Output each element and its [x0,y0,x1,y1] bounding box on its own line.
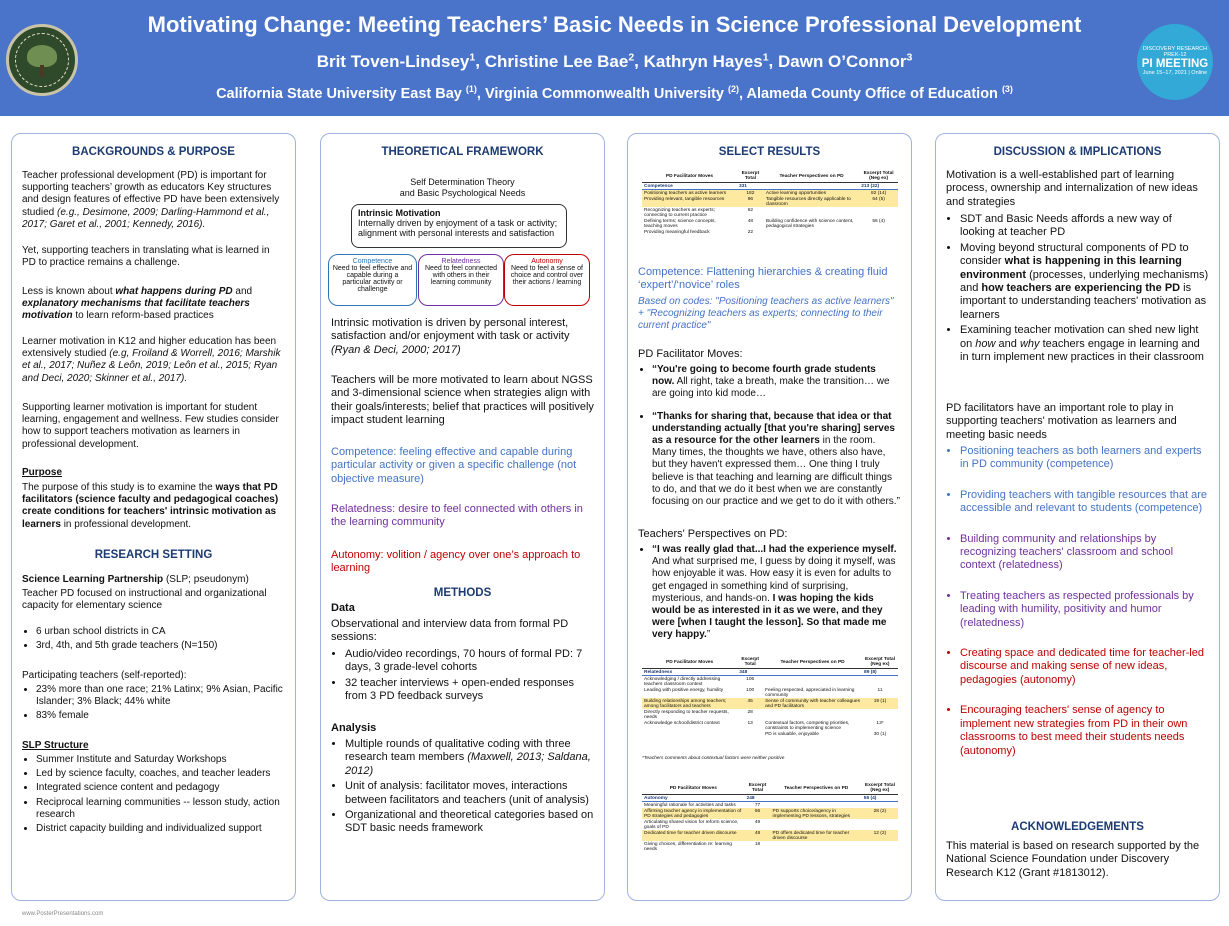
table-footnote: *Teachers comments about contextual factors were neither positive [642,756,785,761]
table-cell: Recognizing teachers as experts; connecting to current practice [644,207,715,218]
table-row [642,687,898,698]
list-item: • 3rd, 4th, and 5th grade teachers (N=150) [36,640,285,652]
affiliation-list: California State University East Bay $^{(1)}$, Virginia Commonwealth University $^{(2)}$, Alameda County Office of Education $^{(3)}$ [216,84,1013,102]
section-heading-acknowledgements: ACKNOWLEDGEMENTS [1011,821,1144,833]
facilitator-role-paragraph: PD facilitators have an important role to play in supporting teachers' motivation as learners and meeting basic needs [946,402,1177,441]
table-row [642,819,898,830]
list-item: • Summer Institute and Saturday Workshops [36,754,285,766]
acknowledgement-text: This material is based on research supported by the National Science Foundation under Discovery Research K12 (Grant #1813012). [946,840,1200,879]
need-box-relatedness: Relatedness Need to feel connected with others in their learning community [418,254,504,306]
table-cell: 48 [747,218,754,224]
poster-title: Motivating Change: Meeting Teachers’ Basic Needs in Science Professional Development [147,12,1082,37]
paragraph-learner-motivation: Learner motivation in K12 and higher education has been extensively studied (e.g, Froiland & Worrell, 2016; Marshik et al., 2017; Nuñez & Leôn, 2019; Leôn et al., 2015; Ryan and Deci, 2020; Skinner et al., 2017). [22,336,281,384]
table-cell: 12 (2) [862,830,898,841]
table-cell [737,731,763,737]
data-list [331,648,594,706]
panel-background-purpose [11,133,296,901]
table-cell: Meaningful rationale for activities and tasks [644,802,736,808]
quote-item: • “You're going to become fourth grade students now. All right, take a breath, make the transition… we are going into kid mode… [652,364,901,401]
list-item: • Building community and relationships by recognizing teachers' classroom and school context (relatedness) [960,533,1209,573]
list-item: • Positioning teachers as both learners and experts in PD community (competence) [960,445,1209,472]
affiliation-name: Alameda County Office of Education $^{(3)}$ [746,84,1013,102]
table-cell: Acknowledge school/district context [644,720,720,726]
table-cell: Providing relevant, tangible resources [642,196,737,207]
table-cell: Articulating shared vision for reform science, goals of PD [644,819,739,830]
table-cell: 106 [746,676,755,682]
quote-item: • “I was really glad that...I had the experience myself. And what surprised me, I guess by doing it myself, was how enjoyable it was. How easy it is even for adults to get engaged in something kind of surprising, mysterious, and hands-on. I was hoping the kids would be as interested in it as we were, and they were [when I taught the lesson]. So that made me very happy.” [652,544,901,642]
table-row [642,841,898,852]
table-cell: 30 (1) [873,731,887,737]
table-cell [862,841,898,852]
competence-finding-heading: Competence: Flattening hierarchies & creating fluid ‘expert’/‘novice’ roles [638,266,888,292]
list-item: • Integrated science content and pedagogy [36,782,285,794]
table-category-cell: Competence [642,183,737,190]
section-heading-background: BACKGROUNDS & PURPOSE [72,146,235,158]
participating-list [22,684,285,725]
author-name: Dawn O’Connor$^3$ [778,51,913,71]
table-cell [642,731,737,737]
table-header-cell: Excerpt Total [745,782,771,795]
table-row [642,218,898,229]
table-header-cell: Excerpt Total (Neg ex) [862,656,898,669]
paragraph-less-known: Less is known about what happens during PD and explanatory mechanisms that facilitate teachers motivation to learn reform-based practices [22,286,253,322]
table-category-cell [764,183,859,190]
table-cell: 96 [737,196,764,207]
table-row [642,808,898,819]
table-cell: 13 [747,720,753,726]
slp-description: Teacher PD focused on instructional and organizational capacity for elementary science [22,588,267,612]
list-item: • Unit of analysis: facilitator moves, interactions between facilitators and teachers (unit of analysis) [345,780,594,807]
intrinsic-motivation-box: Intrinsic Motivation Internally driven by enjoyment of a task or activity; alignment with personal interests and satisfaction [351,204,567,248]
table-cell: 45 [737,698,763,709]
table-row [642,196,898,207]
poster-header [0,0,1229,116]
table-cell: Sense of community with teacher colleagues and PD facilitators [763,698,862,709]
need-box-competence: Competence Need to feel effective and capable during a particular activity or challenge [328,254,417,306]
table-cell [771,819,862,830]
data-heading: Data [331,602,355,614]
list-item: • SDT and Basic Needs affords a new way of looking at teacher PD [960,213,1209,240]
table-cell: 100 [746,687,755,693]
affiliation-name: California State University East Bay $^{(1)}$ [216,84,477,102]
table-row [642,720,898,731]
section-heading-discussion: DISCUSSION & IMPLICATIONS [993,146,1162,158]
table-category-cell: 89 (8) [862,669,898,676]
list-item: • 32 teacher interviews + open-ended responses from 3 PD feedback surveys [345,677,594,704]
section-heading-framework: THEORETICAL FRAMEWORK [381,146,544,158]
table-cell: 56 (4) [872,218,885,224]
table-row [642,207,898,218]
table-cell: Active learning opportunities [764,190,859,197]
table-header-cell: Excerpt Total [737,170,764,183]
table-cell: 182 [737,190,764,197]
table-category-cell: Autonomy [642,795,745,802]
competence-codes-note: Based on codes: "Positioning teachers as active learners" + "Recognizing teachers as experts; connecting to their current practice" [638,296,894,332]
table-row [642,731,898,737]
table-cell: 56 [745,808,771,819]
facilitator-role-list [946,445,1209,760]
section-heading-results: SELECT RESULTS [718,146,821,158]
table-cell: 13* [876,720,884,726]
data-description: Observational and interview data from formal PD sessions: [331,618,569,644]
pi-meeting-badge: DISCOVERY RESEARCH PREK-12 PI MEETING June 15–17, 2021 | Online [1137,24,1213,100]
table-cell: 28 [747,709,753,715]
table-row [642,698,898,709]
table-header-cell: Teacher Perspectives on PD [771,782,862,795]
table-header-cell: Teacher Perspectives on PD [763,656,862,669]
table-cell: Providing meaningful feedback [644,229,710,235]
teacher-perspectives-heading: Teachers' Perspectives on PD: [638,528,788,540]
section-heading-research-setting: RESEARCH SETTING [94,549,213,561]
table-cell: 22 [747,229,754,235]
table-cell: PD supports choice/agency in implementing PD lessons, strategies [771,808,862,819]
sdt-diagram-title: Self Determination Theory and Basic Psychological Needs [399,177,526,198]
setting-list [22,626,285,654]
table-header-cell: Excerpt Total [737,656,763,669]
table-cell: 11 [877,687,883,693]
table-row [642,229,898,235]
panel-select-results [627,133,912,901]
panel-theoretical-framework [320,133,605,901]
table-cell: 19 (1) [862,698,898,709]
table-header-cell: Excerpt Total (Neg ex) [859,170,898,183]
table-row [642,676,898,688]
list-item: • Reciprocal learning communities -- lesson study, action research [36,797,285,821]
list-item: • Led by science faculty, coaches, and teacher leaders [36,768,285,780]
list-item: • Audio/video recordings, 70 hours of formal PD: 7 days, 3 grade-level cohorts [345,648,594,675]
table-header-cell: PD Facilitator Moves [642,782,745,795]
table-header-cell: PD Facilitator Moves [642,656,737,669]
list-item: • Organizational and theoretical categories based on SDT basic needs framework [345,809,594,836]
table-header-cell: Teacher Perspectives on PD [764,170,859,183]
table-header-cell: PD Facilitator Moves [642,170,737,183]
results-table-relatedness [642,656,898,737]
table-cell: 82 (14) [859,190,898,197]
table-cell: Positioning teachers as active learners [642,190,737,197]
table-category-cell: 331 [737,183,764,190]
table-cell: Contextual factors, competing priorities, constraints to implementing science [765,720,850,731]
facilitator-moves-heading: PD Facilitator Moves: [638,348,743,360]
paragraph-teachers-motivated: Teachers will be more motivated to learn about NGSS and 3-dimensional science when strategies align with their goals/interests; belief that practices will positively impact student learning [331,374,594,427]
quote-item: • “Thanks for sharing that, because that idea or that understanding actually [that you're sharing] serves as a resource for the other learners in the room. Many times, the thoughts we have, others also have, but they haven't expressed them… One thing I truly believe is that teaching and learning are difficult things to do, and that we do it best when we are constantly focusing on our practice and we get to do it with others.” [652,411,901,509]
paragraph-supporting: Supporting learner motivation is important for student learning, engagement and wellness. Few studies consider how to support teachers motivation as learners in professional development. [22,402,279,450]
paragraph-intrinsic: Intrinsic motivation is driven by personal interest, satisfaction and/or enjoyment with task or activity (Ryan & Deci, 2000; 2017) [331,317,570,356]
table-category-cell: 348 [737,669,763,676]
paragraph-purpose: The purpose of this study is to examine the ways that PD facilitators (science faculty and pedagogical coaches) create conditions for teachers' intrinsic motivation as learners in professional development. [22,482,279,530]
table-cell: 18 [754,841,761,847]
purpose-heading: Purpose [22,467,63,478]
table-cell: 49 [754,819,761,825]
participating-label: Participating teachers (self-reported): [22,670,187,681]
table-row [642,709,898,720]
author-name: Brit Toven-Lindsey$^1$ [316,51,476,71]
paragraph-pd-importance: Teacher professional development (PD) is important for supporting teachers’ growth as educators Key structures and design features of effective PD have been extensively studied (e.g., Desimone, 2009; Darling-Hammond et al., 2017; Garet et al., 2001; Kennedy, 2016). [22,170,280,230]
definition-competence: Competence: feeling effective and capable during particular activity or given a specific challenge (not objective measure) [331,446,577,485]
table-cell: Building relationships among teachers; among facilitators and teachers [642,698,737,709]
list-item: • 83% female [36,710,285,722]
analysis-list [331,738,594,838]
table-cell: 77 [754,802,761,808]
footer-url: www.PosterPresentations.com [22,911,104,917]
list-item: • Providing teachers with tangible resources that are accessible and relevant to students (competence) [960,489,1209,516]
table-cell: 28 (2) [862,808,898,819]
table-cell: Directly responding to teacher requests, needs [644,709,729,720]
table-cell: Dedicated time for teacher driven discourse [642,830,745,841]
table-row [642,830,898,841]
table-cell: Giving choices, differentiation re: learning needs [644,841,732,852]
table-cell: Tangible resources directly applicable to classroom [764,196,859,207]
need-box-autonomy: Autonomy Need to feel a sense of choice and control over their actions / learning [504,254,590,306]
table-cell [859,229,898,235]
table-cell: 64 (5) [859,196,898,207]
table-cell: Leading with positive energy, humility [644,687,724,693]
table-cell: Acknowledging / directly addressing teachers classroom context [644,676,721,687]
table-cell [764,229,859,235]
list-item: • 23% more than one race; 21% Latinx; 9% Asian, Pacific Islander; 3% Black; 44% white [36,684,285,708]
table-cell: PD offers dedicated time for teacher driven discourse [771,830,862,841]
affiliation-name: Virginia Commonwealth University $^{(2)}$ [484,84,740,102]
list-item: • Creating space and dedicated time for teacher-led discourse and making sense of new ideas, pedagogies (autonomy) [960,647,1209,687]
table-cell [862,819,898,830]
paragraph-challenge: Yet, supporting teachers in translating what is learned in PD to practice remains a challenge. [22,245,270,269]
list-item: • Moving beyond structural components of PD to consider what is happening in this learning environment (processes, underlying mechanisms) and how teachers are experiencing the PD is important to understanding teachers' motivation as learners [960,242,1209,322]
teacher-quotes [638,544,901,644]
table-cell: Affirming teacher agency in implementation of PD strategies and pedagogies [642,808,745,819]
list-item: • District capacity building and individualized support [36,823,285,835]
definition-relatedness: Relatedness: desire to feel connected with others in the learning community [331,503,583,529]
analysis-heading: Analysis [331,722,377,734]
list-item: • Encouraging teachers' sense of agency to implement new strategies from PD in their own classrooms to best meed their students needs (autonomy) [960,704,1209,758]
table-cell: PD is valuable, enjoyable [765,731,819,737]
table-category-cell: 213 (22) [859,183,898,190]
table-category-cell: 55 (4) [862,795,898,802]
table-cell: Feeling respected, appreciated in learning community [765,687,855,698]
table-category-cell [763,669,862,676]
table-header-cell: Excerpt Total (Neg ex) [862,782,898,795]
slp-name: Science Learning Partnership (SLP; pseudonym) [22,574,249,585]
table-cell: 62 [747,207,754,213]
table-cell [764,207,859,218]
table-cell [763,709,862,720]
author-name: Christine Lee Bae$^2$ [484,51,635,71]
section-heading-methods: METHODS [433,587,492,599]
table-category-cell: Relatedness [642,669,737,676]
list-item: • Multiple rounds of qualitative coding with three research team members (Maxwell, 2013; Saldana, 2012) [345,738,594,778]
facilitator-quotes [638,364,901,510]
table-cell: 48 [745,830,771,841]
table-cell [771,841,862,852]
structure-heading: SLP Structure [22,740,89,751]
table-cell [859,207,898,218]
structure-list [22,754,285,837]
table-category-cell [771,795,862,802]
definition-autonomy: Autonomy: volition / agency over one’s approach to learning [331,549,581,575]
panel-discussion [935,133,1220,901]
list-item: • 6 urban school districts in CA [36,626,285,638]
author-list: Brit Toven-Lindsey$^1$, Christine Lee Bae$^2$, Kathryn Hayes$^1$, Dawn O’Connor$^3$ [316,51,913,71]
table-cell [862,709,898,720]
table-cell [862,676,898,688]
author-name: Kathryn Hayes$^1$ [643,51,769,71]
discussion-intro: Motivation is a well-established part of learning process, ownership and internalization of new ideas and strategies [946,169,1198,208]
list-item: • Examining teacher motivation can shed new light on how and why teachers engage in learning and in turn implement new practices in their classroom [960,324,1209,364]
table-cell: Building confidence with science content, pedagogical strategies [765,218,854,229]
table-cell: Defining terms; science concepts, teaching moves [644,218,716,229]
results-table-autonomy [642,782,898,852]
list-item: • Treating teachers as respected professionals by leading with humility, positivity and humor (relatedness) [960,590,1209,630]
table-cell [763,676,862,688]
table-category-cell: 248 [745,795,771,802]
results-table-competence [642,170,898,235]
discussion-list [946,213,1209,366]
